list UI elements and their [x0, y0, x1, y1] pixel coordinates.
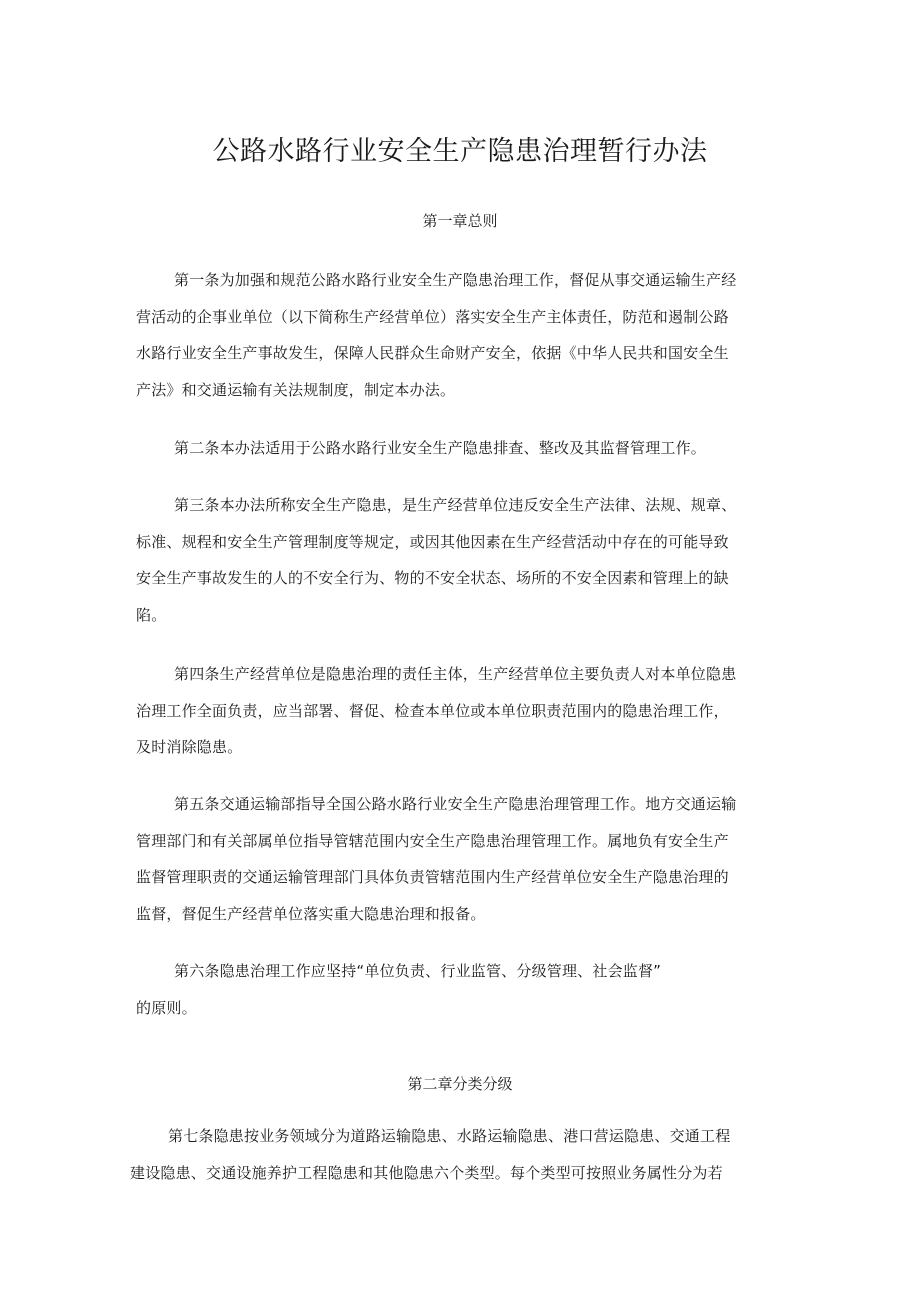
chapter-heading: 第一章总则: [422, 212, 498, 230]
text-line: 营活动的企事业单位（以下简称生产经营单位）落实安全生产主体责任，防范和遏制公路: [136, 307, 729, 326]
text-line: 第一条为加强和规范公路水路行业安全生产隐患治理工作，督促从事交通运输生产经: [174, 271, 737, 289]
text-line: 水路行业安全生产事故发生，保障人民群众生命财产安全，依据《中华人民共和国安全生: [136, 344, 729, 362]
text-line: 管理部门和有关部属单位指导管辖范围内安全生产隐患治理管理工作。属地负有安全生产: [136, 831, 729, 850]
chapter-heading: 第二章分类分级: [407, 1075, 513, 1093]
text-line: 监督，督促生产经营单位落实重大隐患治理和报备。: [136, 904, 486, 923]
article-paragraph: [136, 786, 778, 932]
text-line: 陷。: [136, 605, 167, 624]
article-paragraph: [136, 953, 778, 1026]
text-line: 产法》和交通运输有关法规制度，制定本办法。: [136, 380, 456, 399]
text-line: 监督管理职责的交通运输管理部门具体负责管辖范围内生产经营单位安全生产隐患治理的: [136, 868, 729, 886]
article-paragraph: [136, 487, 778, 633]
text-line: 第五条交通运输部指导全国公路水路行业安全生产隐患治理管理工作。地方交通运输: [174, 795, 737, 813]
text-line: 第三条本办法所称安全生产隐患，是生产经营单位违反安全生产法律、法规、规章、: [174, 496, 737, 514]
text-line: 及时消除隐患。: [136, 738, 243, 756]
text-line: 的原则。: [136, 998, 197, 1017]
article-paragraph: [136, 430, 778, 467]
text-line: 安全生产事故发生的人的不安全行为、物的不安全状态、场所的不安全因素和管理上的缺: [136, 569, 729, 587]
text-line: 第六条隐患治理工作应坚持“单位负责、行业监管、分级管理、社会监督”: [174, 962, 662, 980]
article-paragraph: [136, 262, 778, 408]
text-line: 第七条隐患按业务领域分为道路运输隐患、水路运输隐患、港口营运隐患、交通工程: [168, 1127, 731, 1145]
article-paragraph: [130, 1118, 778, 1191]
text-line: 第二条本办法适用于公路水路行业安全生产隐患排查、整改及其监督管理工作。: [174, 439, 707, 457]
article-paragraph: [136, 656, 778, 766]
text-line: 标准、规程和安全生产管理制度等规定，或因其他因素在生产经营活动中存在的可能导致: [136, 532, 729, 551]
document-title: 公路水路行业安全生产隐患治理暂行办法: [212, 136, 708, 167]
text-line: 治理工作全面负责，应当部署、督促、检查本单位或本单位职责范围内的隐患治理工作，: [136, 701, 729, 720]
text-line: 第四条生产经营单位是隐患治理的责任主体，生产经营单位主要负责人对本单位隐患: [174, 665, 737, 683]
text-line: 建设隐患、交通设施养护工程隐患和其他隐患六个类型。每个类型可按照业务属性分为若: [130, 1163, 723, 1182]
